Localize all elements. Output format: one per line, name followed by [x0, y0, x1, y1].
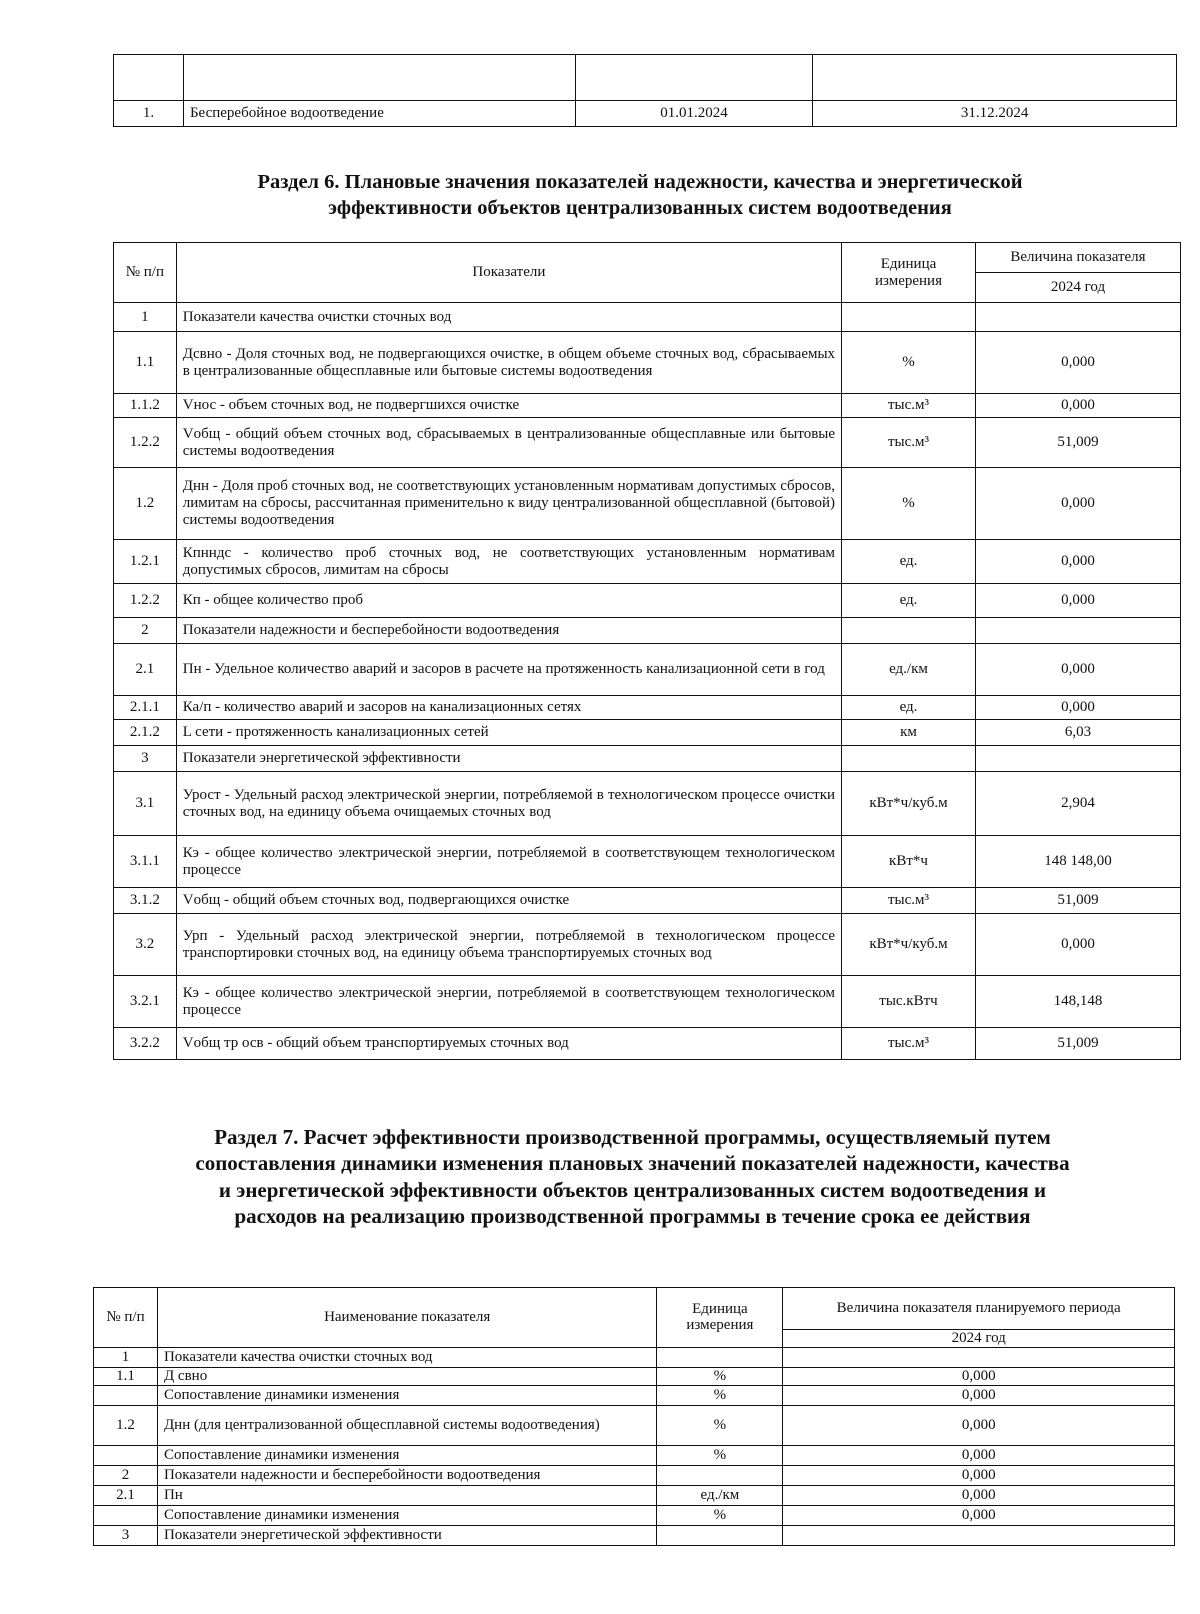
unit-of-measure: ед. [842, 540, 976, 584]
unit-of-measure: кВт*ч [842, 836, 976, 888]
row-number: 2 [94, 1466, 158, 1486]
unit-of-measure: тыс.м³ [842, 1028, 976, 1060]
unit-of-measure: % [657, 1446, 783, 1466]
indicator-name: Пн [157, 1486, 656, 1506]
section6-title-line2: эффективности объектов централизованных систем водоотведения [328, 196, 952, 219]
header-name: Показатели [176, 243, 841, 303]
section7-table-body [94, 1348, 1175, 1546]
section6-table [113, 242, 1181, 1060]
table-row [114, 914, 1181, 976]
row-number: 1.2 [94, 1406, 158, 1446]
indicator-name: Днн - Доля проб сточных вод, не соответствующих установленным нормативам допустимых сбросов, лимитам на сбросы, рассчитанная применительно к виду централизованной общесплавной (бытовой) системы водоотведения [176, 468, 841, 540]
indicator-value: 0,000 [975, 540, 1180, 584]
row-number: 2.1 [94, 1486, 158, 1506]
indicator-name: Сопоставление динамики изменения [157, 1506, 656, 1526]
row-number: 1.2.2 [114, 584, 177, 618]
table-row [94, 1526, 1175, 1546]
unit-of-measure: % [657, 1406, 783, 1446]
header-num: № п/п [94, 1288, 158, 1348]
header-year: 2024 год [783, 1330, 1175, 1348]
indicator-name: Кпнндс - количество проб сточных вод, не соответствующих установленным нормативам допустимых сбросов, лимитам на сбросы [176, 540, 841, 584]
row-number: 2.1.2 [114, 720, 177, 746]
header-unit: Единица измерения [657, 1288, 783, 1348]
row-number: 3.2.1 [114, 976, 177, 1028]
unit-of-measure: тыс.м³ [842, 394, 976, 418]
indicator-name: Ка/п - количество аварий и засоров на канализационных сетях [176, 696, 841, 720]
indicator-value: 51,009 [975, 418, 1180, 468]
indicator-name: Показатели энергетической эффективности [176, 746, 841, 772]
table-header-row [94, 1288, 1175, 1330]
row-number: 2.1 [114, 644, 177, 696]
unit-of-measure: кВт*ч/куб.м [842, 772, 976, 836]
table-row [94, 1368, 1175, 1386]
table-row [114, 618, 1181, 644]
table-row [114, 976, 1181, 1028]
section6-title-line1: Раздел 6. Плановые значения показателей надежности, качества и энергетической [257, 171, 1023, 193]
row-number: 3.1.2 [114, 888, 177, 914]
header-year: 2024 год [975, 273, 1180, 303]
row-number: 1 [94, 1348, 158, 1368]
indicator-name: Днн (для централизованной общесплавной системы водоотведения) [157, 1406, 656, 1446]
header-name: Наименование показателя [157, 1288, 656, 1348]
indicator-name: Сопоставление динамики изменения [157, 1386, 656, 1406]
row-number: 1.1 [94, 1368, 158, 1386]
unit-of-measure: ед. [842, 584, 976, 618]
table-row [94, 1506, 1175, 1526]
indicator-value: 2,904 [975, 772, 1180, 836]
section7-title [90, 1124, 1175, 1229]
table-row [114, 468, 1181, 540]
unit-of-measure [842, 618, 976, 644]
indicator-value: 0,000 [783, 1506, 1175, 1526]
table-row [114, 55, 1177, 101]
indicator-value: 0,000 [975, 584, 1180, 618]
end-date: 31.12.2024 [813, 101, 1177, 127]
table-row [94, 1348, 1175, 1368]
indicator-value: 0,000 [783, 1368, 1175, 1386]
row-number [94, 1386, 158, 1406]
header-unit: Единица измерения [842, 243, 976, 303]
section7-table [93, 1287, 1175, 1546]
row-number: 1.2.1 [114, 540, 177, 584]
table-row [114, 101, 1177, 127]
table-row [94, 1466, 1175, 1486]
indicator-name: Показатели качества очистки сточных вод [157, 1348, 656, 1368]
unit-of-measure: км [842, 720, 976, 746]
indicator-name: Показатели надежности и бесперебойности водоотведения [157, 1466, 656, 1486]
unit-of-measure: % [842, 468, 976, 540]
unit-of-measure: % [842, 332, 976, 394]
row-number [94, 1506, 158, 1526]
indicator-value: 6,03 [975, 720, 1180, 746]
table-row [114, 303, 1181, 332]
row-number: 3.2.2 [114, 1028, 177, 1060]
section7-title-line3: и энергетической эффективности объектов централизованных систем водоотведения и [218, 1177, 1047, 1202]
header-value: Величина показателя планируемого периода [783, 1288, 1175, 1330]
unit-of-measure: % [657, 1386, 783, 1406]
table-row [114, 720, 1181, 746]
table-row [114, 644, 1181, 696]
table-header-row [114, 243, 1181, 273]
indicator-name: Урост - Удельный расход электрической энергии, потребляемой в технологическом процессе очистки сточных вод, на единицу объема очищаемых сточных вод [176, 772, 841, 836]
indicator-value: 0,000 [783, 1466, 1175, 1486]
indicator-value: 0,000 [783, 1406, 1175, 1446]
unit-of-measure: % [657, 1506, 783, 1526]
header-num: № п/п [114, 243, 177, 303]
table-row [114, 394, 1181, 418]
unit-of-measure: ед./км [842, 644, 976, 696]
row-number: 1 [114, 303, 177, 332]
indicator-name: Урп - Удельный расход электрической энергии, потребляемой в технологическом процессе транспортировки сточных вод, на единицу объема транспортируемых сточных вод [176, 914, 841, 976]
row-number: 3.1 [114, 772, 177, 836]
indicator-name: Показатели качества очистки сточных вод [176, 303, 841, 332]
row-number: 1.2 [114, 468, 177, 540]
unit-of-measure [657, 1466, 783, 1486]
indicator-value: 0,000 [783, 1446, 1175, 1466]
indicator-value [783, 1348, 1175, 1368]
unit-of-measure: тыс.кВтч [842, 976, 976, 1028]
table-row [114, 332, 1181, 394]
table-row [114, 836, 1181, 888]
section7-title-line1: Раздел 7. Расчет эффективности производственной программы, осуществляемый путем [214, 1125, 1051, 1149]
row-number: 1. [114, 101, 184, 127]
unit-of-measure: кВт*ч/куб.м [842, 914, 976, 976]
unit-of-measure: % [657, 1368, 783, 1386]
table-row [114, 540, 1181, 584]
indicator-name: Кэ - общее количество электрической энергии, потребляемой в соответствующем технологическом процессе [176, 976, 841, 1028]
schedule-table [113, 54, 1177, 127]
table-row [94, 1486, 1175, 1506]
unit-of-measure: тыс.м³ [842, 888, 976, 914]
row-number: 3.1.1 [114, 836, 177, 888]
start-date: 01.01.2024 [575, 101, 813, 127]
row-number: 1.1.2 [114, 394, 177, 418]
unit-of-measure [657, 1526, 783, 1546]
section7-title-line2: сопоставления динамики изменения плановых значений показателей надежности, качества [195, 1151, 1070, 1176]
unit-of-measure: тыс.м³ [842, 418, 976, 468]
row-number: 1.2.2 [114, 418, 177, 468]
table-row [114, 746, 1181, 772]
indicator-name: Показатели энергетической эффективности [157, 1526, 656, 1546]
row-number: 3.2 [114, 914, 177, 976]
row-number: 1.1 [114, 332, 177, 394]
indicator-name: Дсвно - Доля сточных вод, не подвергающихся очистке, в общем объеме сточных вод, сбрасываемых в централизованные общесплавные или бытовые системы водоотведения [176, 332, 841, 394]
indicator-name: Кп - общее количество проб [176, 584, 841, 618]
table-row [94, 1386, 1175, 1406]
indicator-name: Vобщ - общий объем сточных вод, сбрасываемых в централизованные общесплавные или бытовые системы водоотведения [176, 418, 841, 468]
measure-name: Бесперебойное водоотведение [183, 101, 575, 127]
unit-of-measure: ед. [842, 696, 976, 720]
table-row [114, 1028, 1181, 1060]
unit-of-measure [842, 746, 976, 772]
section6-table-body [114, 303, 1181, 1060]
indicator-value: 148 148,00 [975, 836, 1180, 888]
indicator-name: Vобщ - общий объем сточных вод, подвергающихся очистке [176, 888, 841, 914]
section6-title [110, 170, 1170, 221]
table-row [114, 888, 1181, 914]
indicator-name: Пн - Удельное количество аварий и засоров в расчете на протяженность канализационной сети в год [176, 644, 841, 696]
indicator-name: L сети - протяженность канализационных сетей [176, 720, 841, 746]
indicator-value: 0,000 [975, 394, 1180, 418]
row-number: 2.1.1 [114, 696, 177, 720]
unit-of-measure: ед./км [657, 1486, 783, 1506]
indicator-value: 0,000 [975, 468, 1180, 540]
indicator-value: 0,000 [783, 1486, 1175, 1506]
indicator-name: Vнос - объем сточных вод, не подвергшихся очистке [176, 394, 841, 418]
indicator-value: 0,000 [975, 332, 1180, 394]
indicator-value: 148,148 [975, 976, 1180, 1028]
indicator-value: 51,009 [975, 1028, 1180, 1060]
unit-of-measure [842, 303, 976, 332]
indicator-value [783, 1526, 1175, 1546]
indicator-value [975, 303, 1180, 332]
row-number: 3 [114, 746, 177, 772]
indicator-value: 51,009 [975, 888, 1180, 914]
indicator-name: Сопоставление динамики изменения [157, 1446, 656, 1466]
header-value: Величина показателя [975, 243, 1180, 273]
indicator-name: Показатели надежности и бесперебойности водоотведения [176, 618, 841, 644]
indicator-name: Кэ - общее количество электрической энергии, потребляемой в соответствующем технологическом процессе [176, 836, 841, 888]
indicator-value: 0,000 [975, 696, 1180, 720]
table-row [114, 696, 1181, 720]
table-row [114, 418, 1181, 468]
row-number: 2 [114, 618, 177, 644]
indicator-value [975, 746, 1180, 772]
indicator-value: 0,000 [975, 644, 1180, 696]
unit-of-measure [657, 1348, 783, 1368]
indicator-value: 0,000 [783, 1386, 1175, 1406]
table-row [114, 772, 1181, 836]
row-number: 3 [94, 1526, 158, 1546]
indicator-name: Д свно [157, 1368, 656, 1386]
section7-title-line4: расходов на реализацию производственной программы в течение срока ее действия [234, 1203, 1031, 1228]
indicator-value: 0,000 [975, 914, 1180, 976]
table-row [114, 584, 1181, 618]
table-row [94, 1446, 1175, 1466]
indicator-value [975, 618, 1180, 644]
table-row [94, 1406, 1175, 1446]
indicator-name: Vобщ тр осв - общий объем транспортируемых сточных вод [176, 1028, 841, 1060]
row-number [94, 1446, 158, 1466]
